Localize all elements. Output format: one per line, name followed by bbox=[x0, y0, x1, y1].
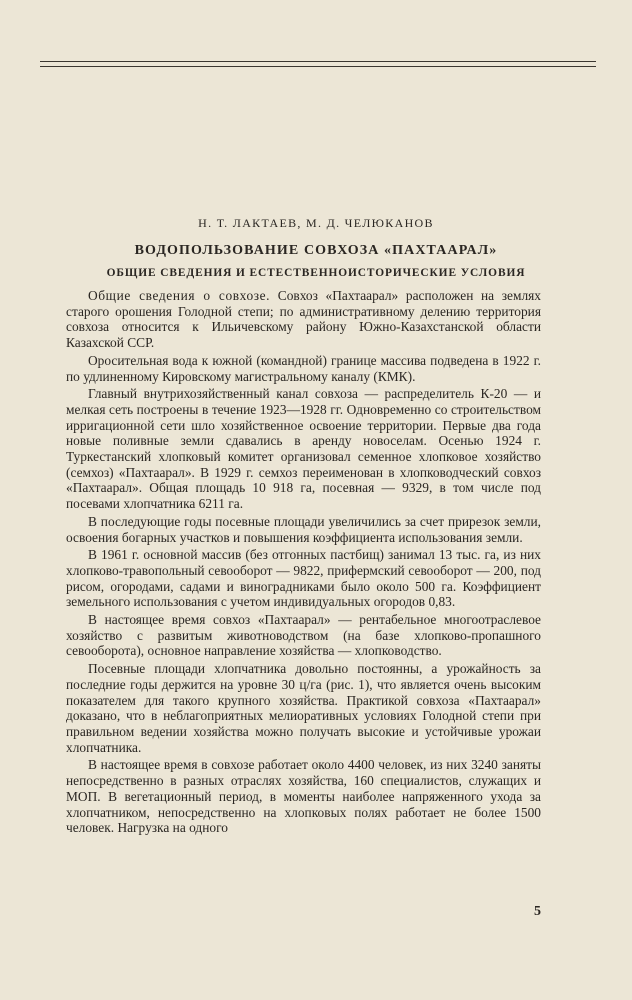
article-body bbox=[66, 288, 541, 838]
paragraph-1 bbox=[66, 288, 541, 351]
section-subtitle: ОБЩИЕ СВЕДЕНИЯ И ЕСТЕСТВЕННОИСТОРИЧЕСКИЕ УСЛОВИЯ bbox=[106, 267, 526, 279]
article-title: ВОДОПОЛЬЗОВАНИЕ СОВХОЗА «ПАХТААРАЛ» bbox=[134, 243, 498, 258]
paragraph-2: Оросительная вода к южной (командной) границе массива подведена в 1922 г. по удлиненному Кировскому магистральному каналу (КМК). bbox=[66, 352, 541, 384]
paragraph-4: В последующие годы посевные площади увеличились за счет прирезок земли, освоения богарных участков и повышения коэффициента использования земли. bbox=[66, 513, 541, 545]
paragraph-6: В настоящее время совхоз «Пахтаарал» — рентабельное многоотраслевое хозяйство с развитым животноводством (на базе хлопково-пропашного севооборота), основное направление хозяйства — хлопководство. bbox=[66, 612, 541, 659]
paragraph-8: В настоящее время в совхозе работает около 4400 человек, из них 3240 заняты непосредственно в разных отраслях хозяйства, 160 специалистов, служащих и МОП. В вегетационный период, в моменты наиболее напряженного ухода за хлопчатником, непосредственно на хлопковых полях работает не более 1500 человек. Нагрузка на одного bbox=[66, 757, 541, 836]
paragraph-5: В 1961 г. основной массив (без отгонных пастбищ) занимал 13 тыс. га, из них хлопково-травопольный севооборот — 9822, прифермский севооборот — 200, под рисом, огородами, садами и виноградниками было около 500 га. Коэффициент земельного использования с учетом индивидуальных огородов 0,83. bbox=[66, 547, 541, 610]
paragraph-3: Главный внутрихозяйственный канал совхоза — распределитель К-20 — и мелкая сеть построены в течение 1923—1928 гг. Одновременно со строительством ирригационной сети шло хозяйственное освоение территории. Первые два года новые поливные земли сдавались в аренду новоселам. Осенью 1924 г. Туркестанский хлопковый комитет организовал семенное хлопковое хозяйство (семхоз) «Пахтаарал». В 1929 г. семхоз переименован в хлопководческий совхоз «Пахтаарал». Общая площадь 10 918 га, посевная — 9329, в том числе под посевами хлопчатника 6211 га. bbox=[66, 386, 541, 512]
top-rule bbox=[40, 61, 596, 62]
authors-line: Н. Т. ЛАКТАЕВ, М. Д. ЧЕЛЮКАНОВ bbox=[198, 216, 434, 230]
top-rule-second bbox=[40, 66, 596, 67]
paragraph-text: Совхоз «Пахтаарал» расположен на землях старого орошения Голодной степи; по административному делению территория совхоза относится к Ильичевскому району Южно-Казахстанской области Казахской ССР. bbox=[66, 288, 541, 351]
paragraph-lead-in: Общие сведения о совхозе. bbox=[88, 288, 271, 303]
page-number: 5 bbox=[534, 904, 541, 919]
paragraph-7: Посевные площади хлопчатника довольно постоянны, а урожайность за последние годы держится на уровне 30 ц/га (рис. 1), что является очень высоким показателем для такого крупного хозяйства. Практикой совхоза «Пахтаарал» доказано, что в неблагоприятных мелиоративных условиях Голодной степи при правильном ведении хозяйства можно получать высокие и устойчивые урожаи хлопчатника. bbox=[66, 661, 541, 755]
